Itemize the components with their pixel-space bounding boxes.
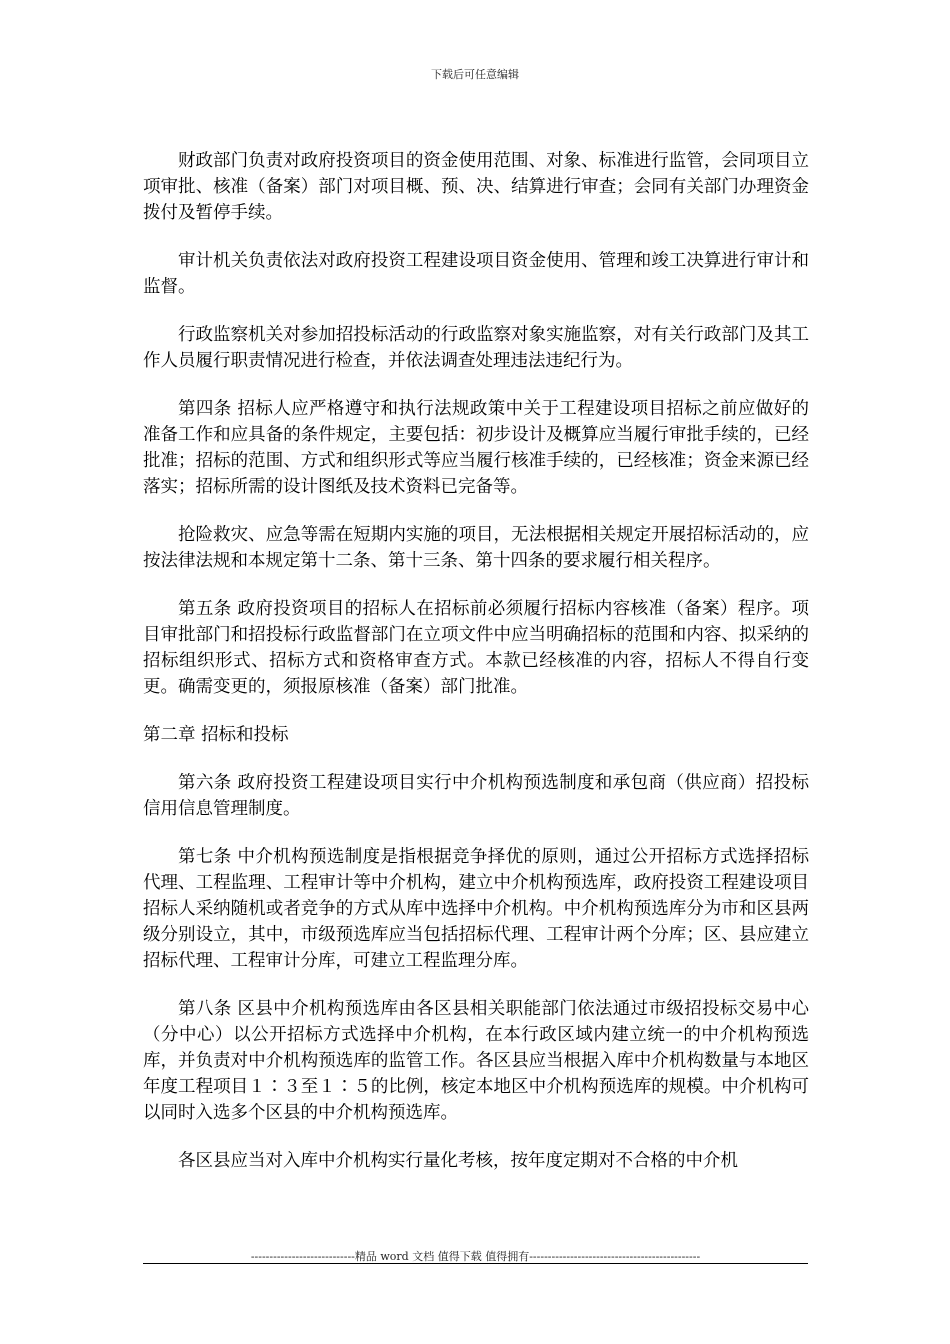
article-6: 第六条 政府投资工程建设项目实行中介机构预选制度和承包商（供应商）招投标信用信息管理制度。 — [143, 773, 809, 819]
article-4: 第四条 招标人应严格遵守和执行法规政策中关于工程建设项目招标之前应做好的准备工作和应具备的条件规定，主要包括：初步设计及概算应当履行审批手续的，已经批准；招标的范围、方式和组织形式等应当履行核准手续的，已经核准；资金来源已经落实；招标所需的设计图纸及技术资料已完备等。 — [143, 399, 809, 497]
paragraph: 财政部门负责对政府投资项目的资金使用范围、对象、标准进行监管，会同项目立项审批、核准（备案）部门对项目概、预、决、结算进行审查；会同有关部门办理资金拨付及暂停手续。 — [143, 151, 809, 223]
article-5: 第五条 政府投资项目的招标人在招标前必须履行招标内容核准（备案）程序。项目审批部门和招投标行政监督部门在立项文件中应当明确招标的范围和内容、拟采纳的招标组织形式、招标方式和资格审查方式。本款已经核准的内容，招标人不得自行变更。确需变更的，须报原核准（备案）部门批准。 — [143, 599, 809, 697]
page-header: 下载后可任意编辑 — [431, 68, 519, 81]
footer-divider — [143, 1263, 808, 1264]
page-footer: ----------------------------精品 word 文档 值得下载 值得拥有---------------------------------------------- — [250, 1250, 701, 1263]
paragraph: 行政监察机关对参加招投标活动的行政监察对象实施监察，对有关行政部门及其工作人员履行职责情况进行检查，并依法调查处理违法违纪行为。 — [143, 325, 809, 371]
paragraph: 各区县应当对入库中介机构实行量化考核，按年度定期对不合格的中介机 — [178, 1151, 738, 1171]
chapter-heading: 第二章 招标和投标 — [143, 725, 289, 745]
document-body — [143, 148, 809, 1196]
paragraph: 审计机关负责依法对政府投资工程建设项目资金使用、管理和竣工决算进行审计和监督。 — [143, 251, 809, 297]
article-7: 第七条 中介机构预选制度是指根据竞争择优的原则，通过公开招标方式选择招标代理、工程监理、工程审计等中介机构，建立中介机构预选库，政府投资工程建设项目招标人采纳随机或者竞争的方式从库中选择中介机构。中介机构预选库分为市和区县两级分别设立，其中，市级预选库应当包括招标代理、工程审计两个分库；区、县应建立招标代理、工程审计分库，可建立工程监理分库。 — [143, 847, 809, 971]
paragraph: 抢险救灾、应急等需在短期内实施的项目，无法根据相关规定开展招标活动的，应按法律法规和本规定第十二条、第十三条、第十四条的要求履行相关程序。 — [143, 525, 809, 571]
article-8: 第八条 区县中介机构预选库由各区县相关职能部门依法通过市级招投标交易中心（分中心）以公开招标方式选择中介机构，在本行政区域内建立统一的中介机构预选库，并负责对中介机构预选库的监管工作。各区县应当根据入库中介机构数量与本地区年度工程项目１∶３至１∶５的比例，核定本地区中介机构预选库的规模。中介机构可以同时入选多个区县的中介机构预选库。 — [143, 999, 809, 1123]
